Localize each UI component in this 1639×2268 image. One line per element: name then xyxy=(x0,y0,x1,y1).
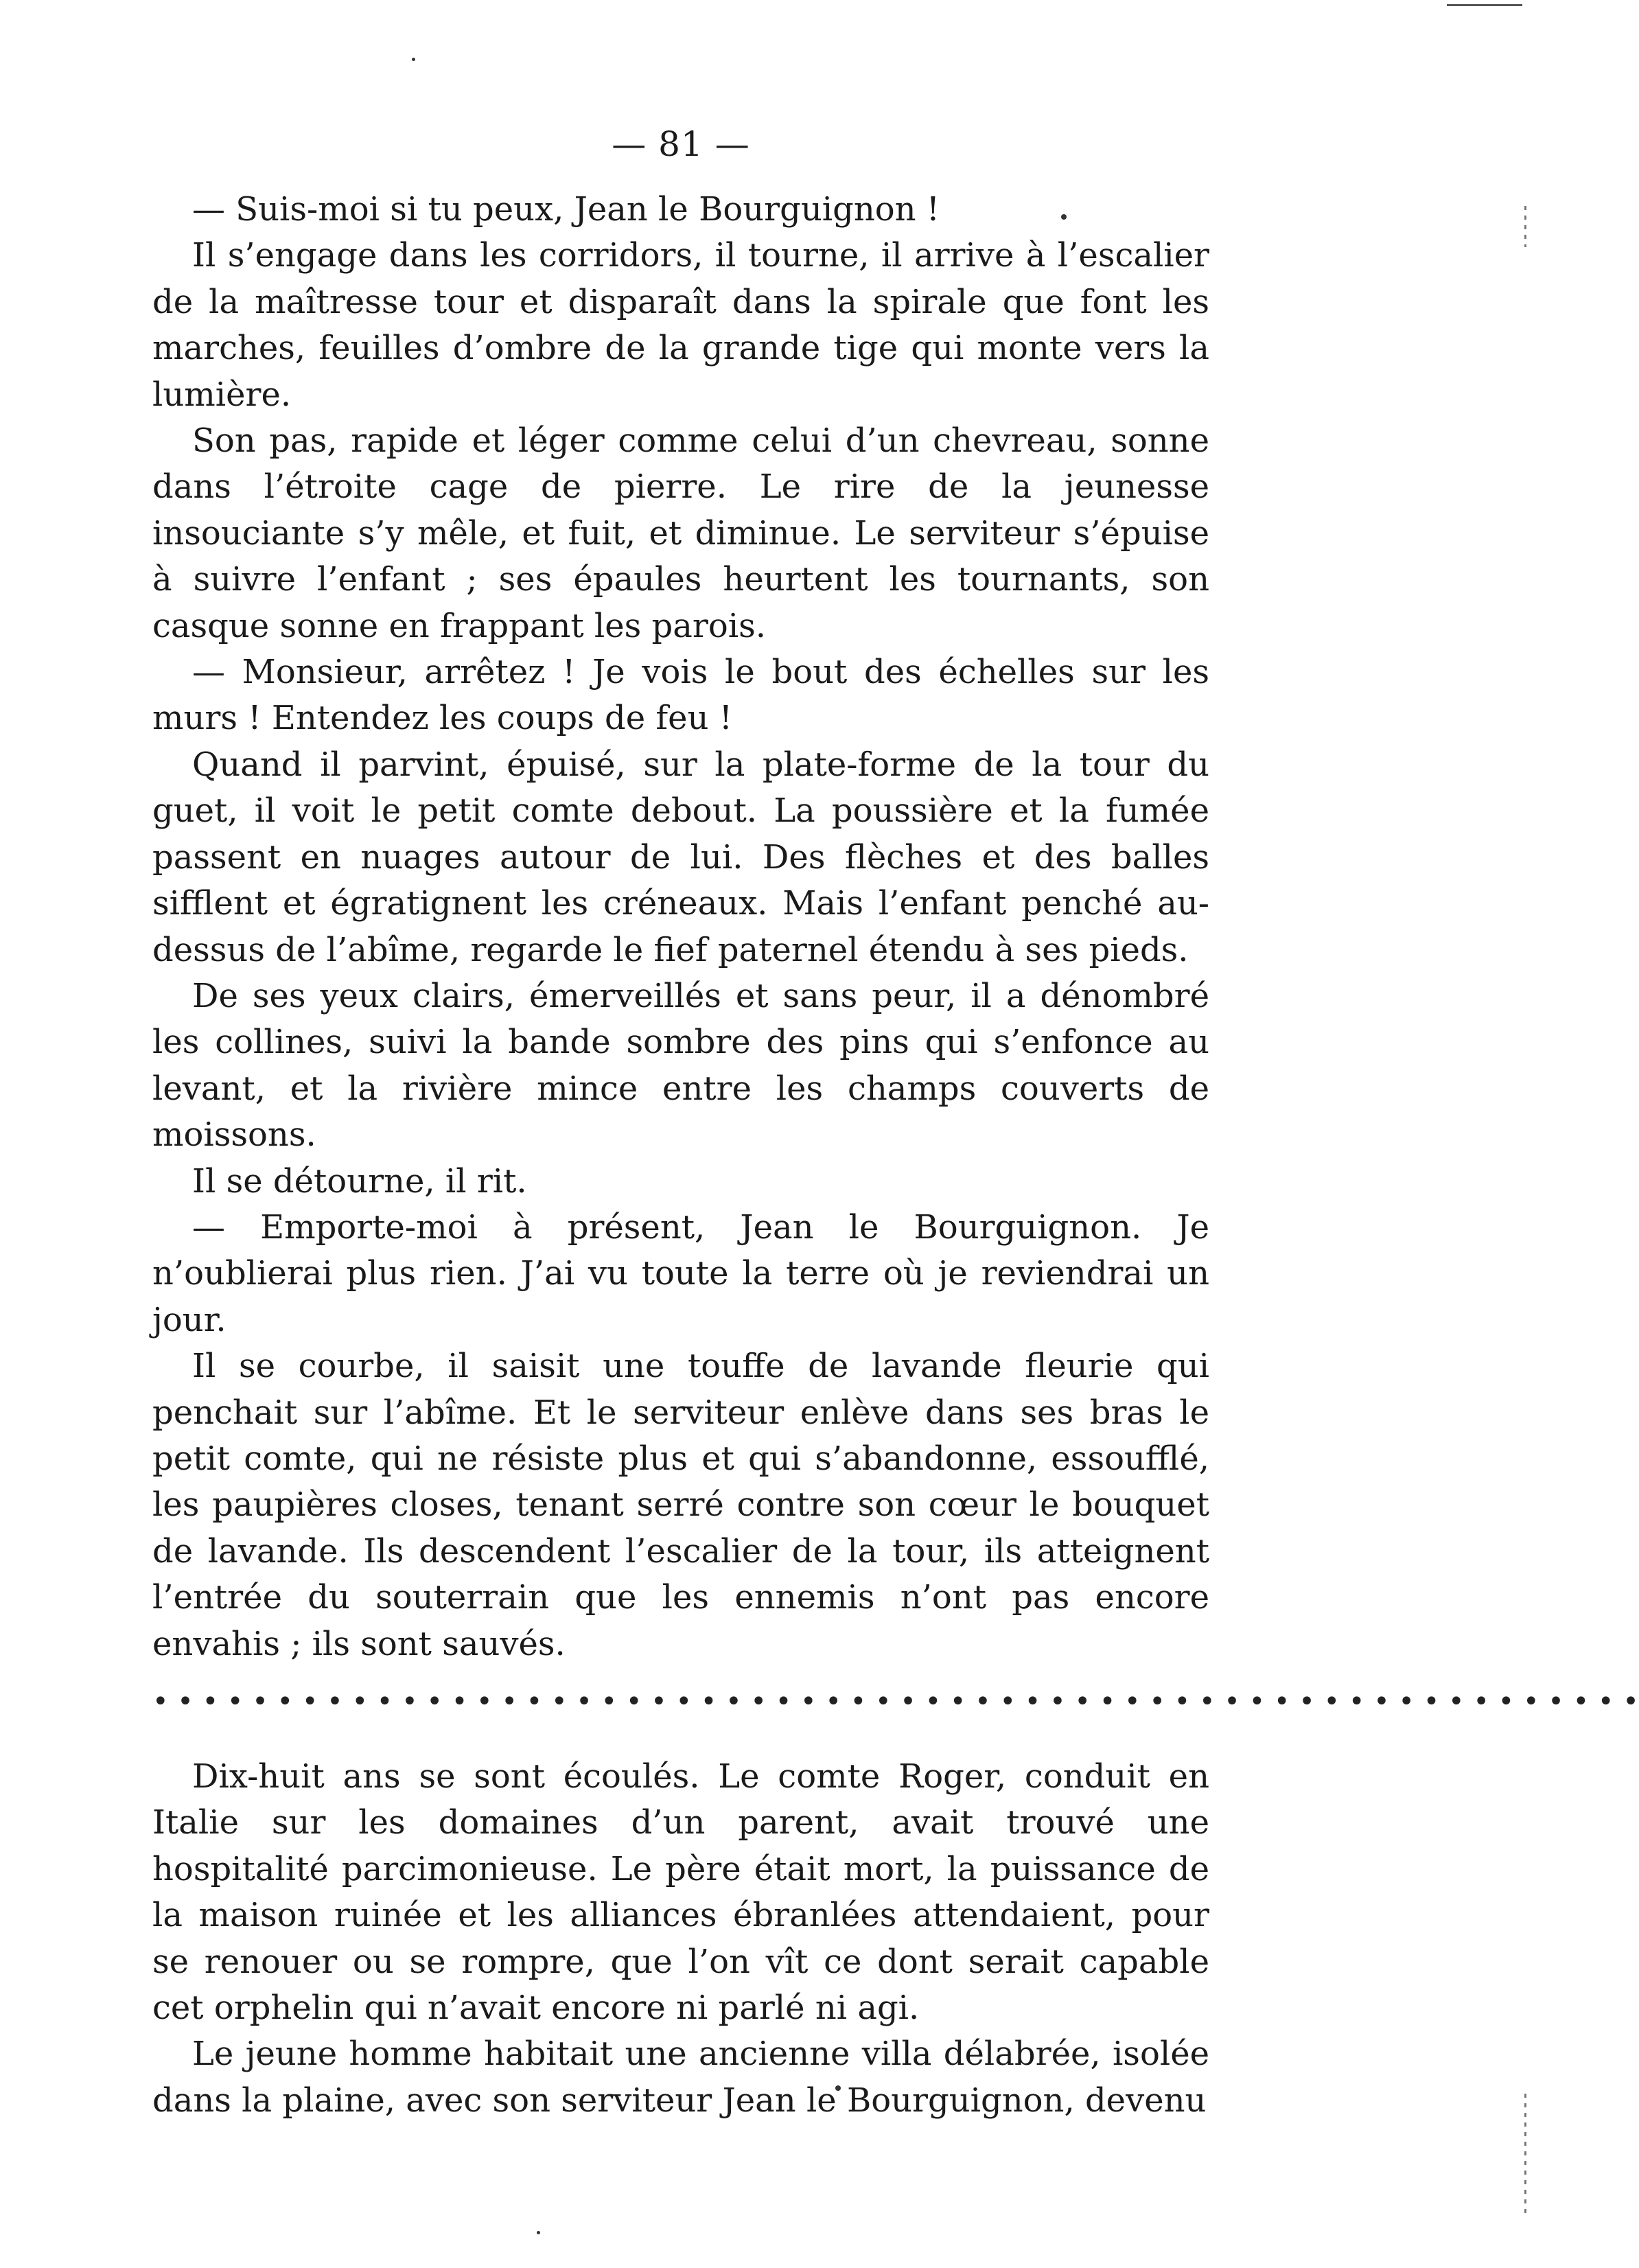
book-page xyxy=(152,124,1639,2124)
paragraph: Le jeune homme habitait une ancienne villa délabrée, isolée dans la plaine, avec son serviteur Jean le Bourguignon, devenu xyxy=(152,2035,1209,2120)
paragraph: De ses yeux clairs, émerveillés et sans peur, il a dénombré les collines, suivi la bande sombre des pins qui s’enfonce au levant, et la rivière mince entre les champs couverts de moissons. xyxy=(152,976,1209,1155)
paragraph: Il se détourne, il rit. xyxy=(192,1161,527,1201)
section-separator: • • • • • • • • • • • • • • • • • • • • • • • • • • • • • • • • • • • • • • • • • • • • • • • • • • • • • • • • • • • • xyxy=(152,1686,1639,1717)
scan-edge-rule xyxy=(1447,4,1522,6)
paragraph: Il se courbe, il saisit une touffe de lavande fleurie qui penchait sur l’abîme. Et le serviteur enlève dans ses bras le petit comte, qui ne résiste plus et qui s’abandonne, essoufflé, les paupières closes, tenant serré contre son cœur le bouquet de lavande. Ils descendent l’escalier de la tour, ils atteignent l’entrée du souterrain que les ennemis n’ont pas encore envahis ; ils sont sauvés. xyxy=(152,1347,1209,1663)
scan-speck xyxy=(412,58,415,61)
scan-edge-dashes-top xyxy=(1524,206,1526,247)
paragraph: Il s’engage dans les corridors, il tourne, il arrive à l’escalier de la maîtresse tour et disparaît dans la spirale que font les marches, feuilles d’ombre de la grande tige qui monte vers la lumière. xyxy=(152,236,1209,414)
scan-edge-dashes-bottom xyxy=(1524,2094,1526,2217)
paragraph: Quand il parvint, épuisé, sur la plate-forme de la tour du guet, il voit le petit comte debout. La poussière et la fumée passent en nuages autour de lui. Des flèches et des balles sifflent et égratignent les créneaux. Mais l’enfant penché au-dessus de l’abîme, regarde le fief paternel étendu à ses pieds. xyxy=(152,745,1209,969)
body-text-continued xyxy=(152,1754,1209,2124)
paragraph: Son pas, rapide et léger comme celui d’un chevreau, sonne dans l’étroite cage de pierre. Le rire de la jeunesse insouciante s’y mêle, et fuit, et diminue. Le serviteur s’épuise à suivre l’enfant ; ses épaules heurtent les tournants, son casque sonne en frappant les parois. xyxy=(152,421,1209,645)
scan-speck xyxy=(537,2231,540,2234)
paragraph: — Monsieur, arrêtez ! Je vois le bout des échelles sur les murs ! Entendez les coups de feu ! xyxy=(152,653,1209,738)
paragraph: Dix-huit ans se sont écoulés. Le comte Roger, conduit en Italie sur les domaines d’un parent, avait trouvé une hospitalité parcimonieuse. Le père était mort, la puissance de la maison ruinée et les alliances ébranlées attendaient, pour se renouer ou se rompre, que l’on vît ce dont serait capable cet orphelin qui n’avait encore ni parlé ni agi. xyxy=(152,1757,1209,2028)
paragraph: — Suis-moi si tu peux, Jean le Bourguignon ! xyxy=(192,190,940,229)
body-text xyxy=(152,187,1209,1667)
page-number: — 81 — xyxy=(612,124,750,164)
paragraph: — Emporte-moi à présent, Jean le Bourguignon. Je n’oublierai plus rien. J’ai vu toute la terre où je reviendrai un jour. xyxy=(152,1207,1209,1339)
